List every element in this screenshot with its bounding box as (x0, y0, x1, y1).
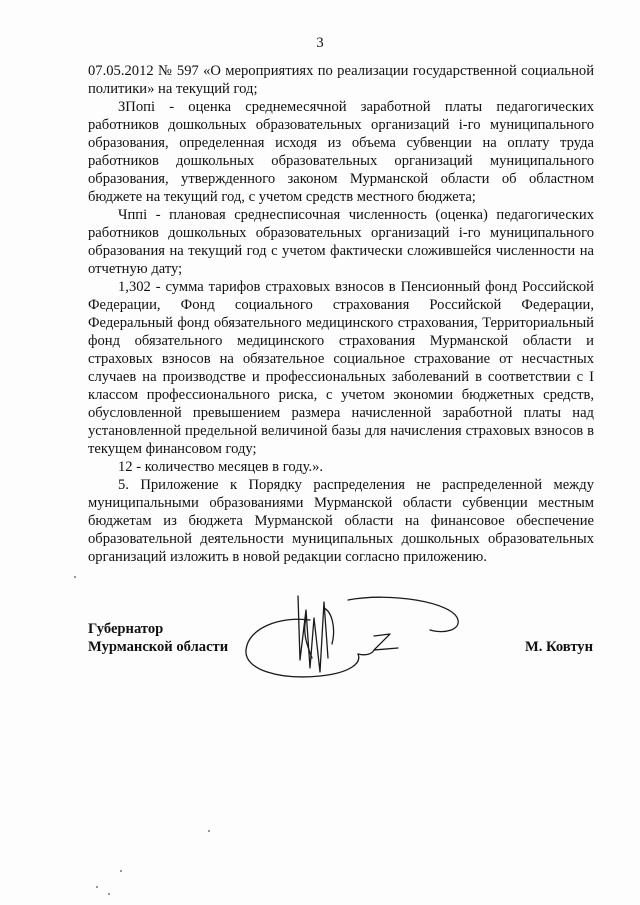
signatory-title (88, 620, 228, 656)
scan-speck (108, 893, 110, 895)
signatory-name: М. Ковтун (524, 639, 593, 655)
handwritten-signature (240, 588, 470, 688)
scan-speck (208, 830, 210, 832)
signatory-title-line1: Губернатор (88, 621, 164, 637)
scan-speck (74, 576, 76, 578)
paragraph-item-5: 5. Приложение к Порядку распределения не распределенной между муниципальными образованиями Мурманской области субвенции местным бюджетам из бюджета Мурманской области на финансовое обеспечение образовательной деятельности муниципальных дошкольных образовательных организаций изложить в новой редакции согласно приложению. (88, 477, 594, 565)
scan-speck (96, 886, 98, 888)
paragraph-zpopi-definition: ЗПопi - оценка среднемесячной заработной платы педагогических работников дошкольных образовательных организаций i-го муниципального образования, определенная исходя из объема субвенции на оплату труда работников дошкольных образовательных организаций муниципального образования, утвержденного законом Мурманской области об областном бюджете на текущий год, с учетом средств местного бюджета; (88, 99, 594, 205)
scan-speck (120, 870, 122, 872)
paragraph-months-definition: 12 - количество месяцев в году.». (118, 459, 324, 475)
paragraph-chppi-definition: Чппi - плановая среднесписочная численность (оценка) педагогических работников дошкольных образовательных организаций i-го муниципального образования на текущий год с учетом фактически сложившейся численности на отчетную дату; (88, 207, 594, 277)
document-body (88, 62, 594, 566)
page-number: 3 (316, 35, 324, 51)
paragraph-coefficient-definition: 1,302 - сумма тарифов страховых взносов в Пенсионный фонд Российской Федерации, Фонд социального страхования Российской Федерации, Федеральный фонд обязательного медицинского страхования, Территориальный фонд обязательного медицинского страхования Мурманской области и страховых взносов на обязательное социальное страхование от несчастных случаев на производстве и профессиональных заболеваний в соответствии с I классом профессионального риска, с учетом экономии бюджетных средств, обусловленной превышением размера начисленной заработной платы над установленной предельной величиной базы для начисления страховых взносов в текущем финансовом году; (88, 279, 594, 457)
paragraph-decree-reference: 07.05.2012 № 597 «О мероприятиях по реализации государственной социальной политики» на текущий год; (88, 63, 594, 97)
signatory-title-line2: Мурманской области (88, 639, 229, 655)
